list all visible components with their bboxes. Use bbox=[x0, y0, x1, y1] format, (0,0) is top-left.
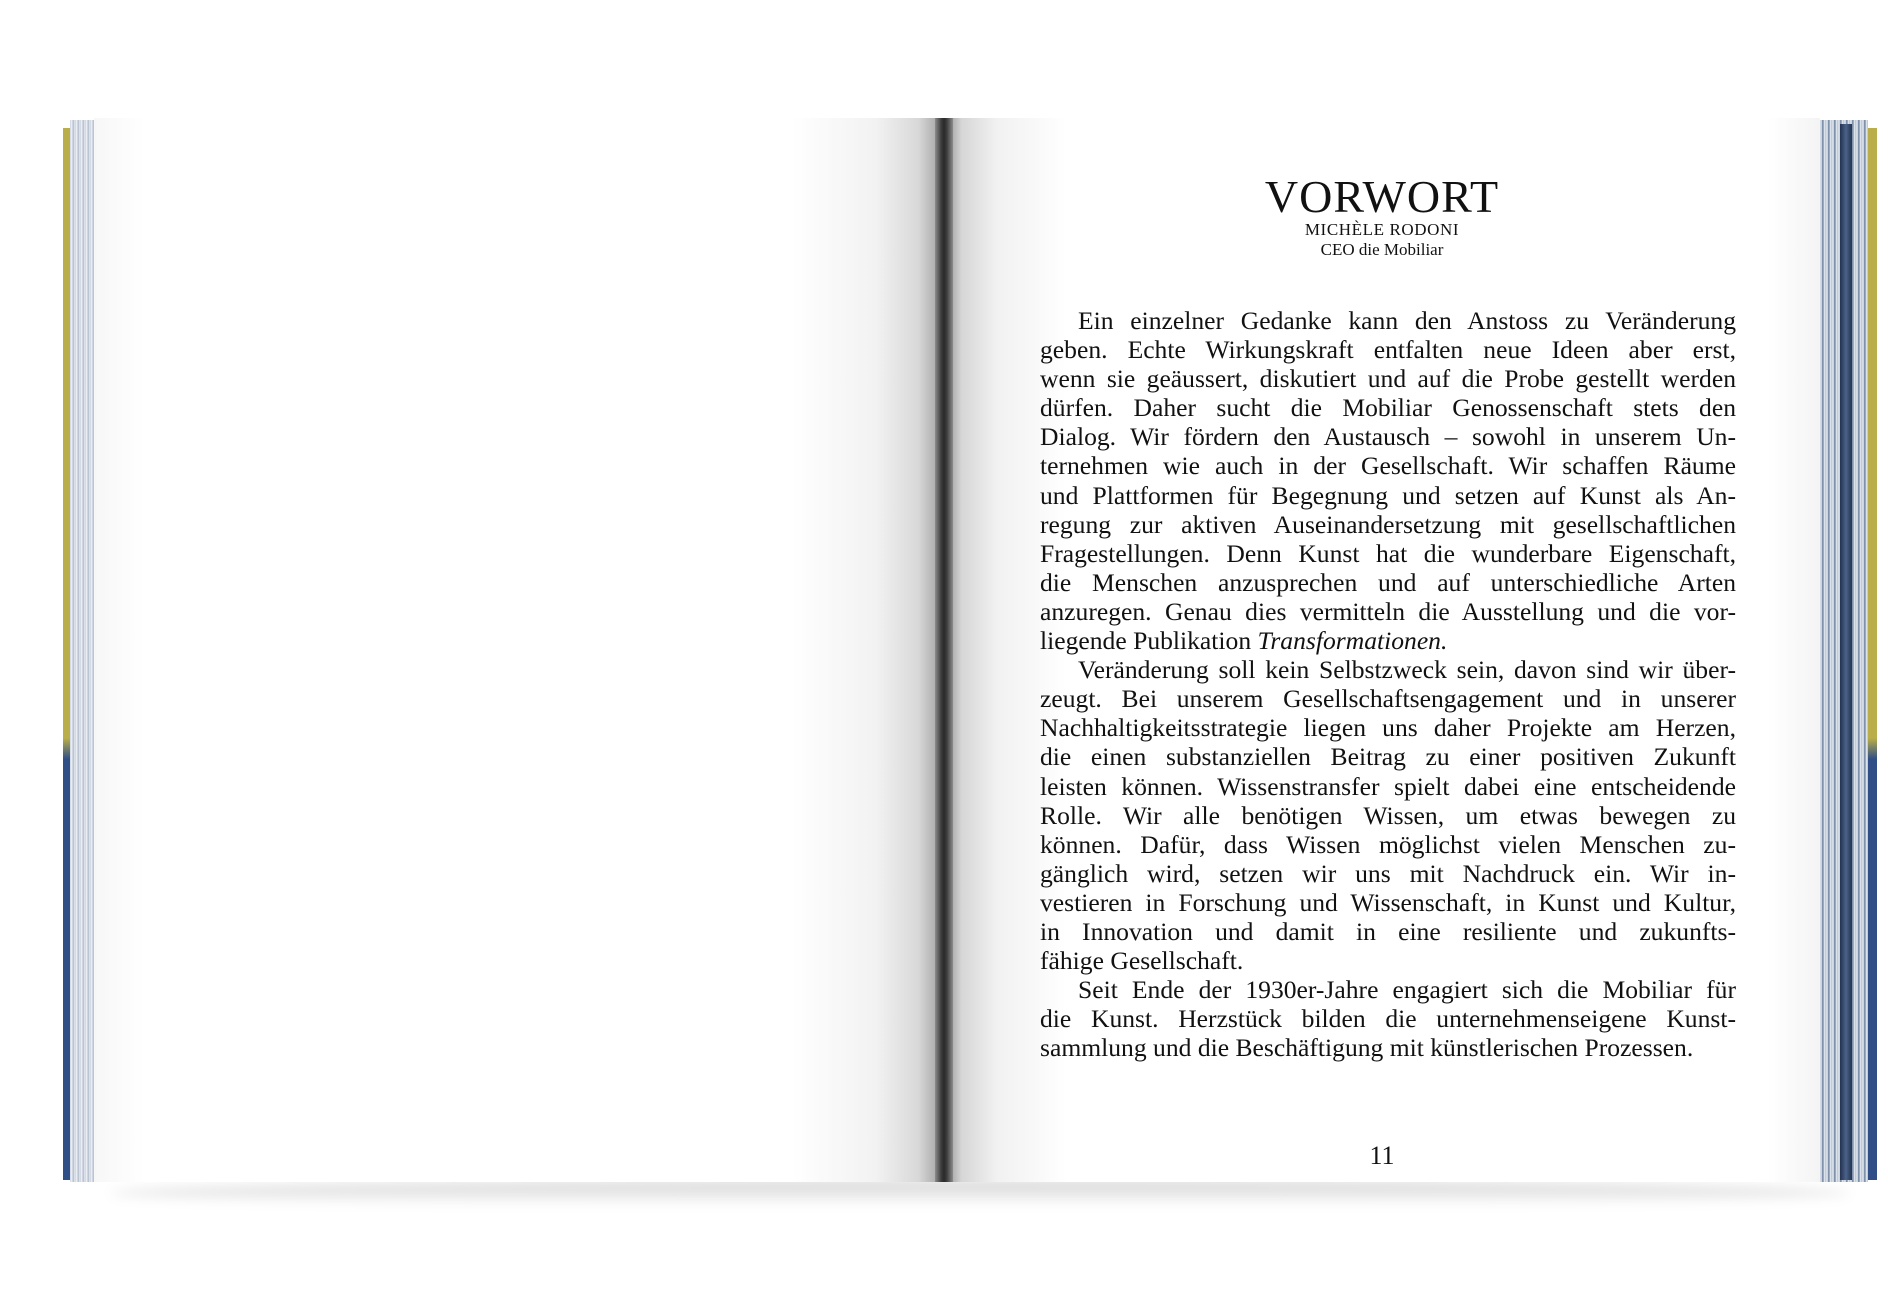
text-line: regung zur aktiven Auseinandersetzung mit gesellschaftlichen bbox=[1040, 509, 1736, 539]
author-name: MICHÈLE RODONI bbox=[1304, 220, 1460, 239]
text-line: geben. Echte Wirkungskraft entfalten neue Ideen aber erst, bbox=[1040, 335, 1736, 365]
text-line: Ein einzelner Gedanke kann den Anstoss zu Veränderung bbox=[1078, 306, 1736, 335]
author-role: CEO die Mobiliar bbox=[1320, 240, 1444, 259]
foreword-body-text bbox=[1040, 306, 1736, 1062]
left-page-blank bbox=[94, 118, 944, 1182]
text-line: die einen substanziellen Beitrag zu einer positiven Zukunft bbox=[1040, 742, 1736, 772]
page-number: 11 bbox=[1369, 1141, 1395, 1170]
text-line: dürfen. Daher sucht die Mobiliar Genossenschaft stets den bbox=[1040, 393, 1736, 423]
text-line: zeugt. Bei unserem Gesellschaftsengagement und in unserer bbox=[1040, 684, 1736, 714]
text-line: wenn sie geäussert, diskutiert und auf die Probe gestellt werden bbox=[1040, 364, 1736, 394]
page-edges-left bbox=[70, 120, 96, 1182]
text-line: die Menschen anzusprechen und auf unterschiedliche Arten bbox=[1040, 567, 1736, 597]
text-line: ternehmen wie auch in der Gesellschaft. Wir schaffen Räume bbox=[1040, 451, 1736, 481]
text-line: leisten können. Wissenstransfer spielt dabei eine entscheidende bbox=[1040, 771, 1736, 801]
text-line: Seit Ende der 1930er-Jahre engagiert sich die Mobiliar für bbox=[1078, 975, 1736, 1005]
publication-title: Transformationen. bbox=[1257, 626, 1448, 656]
text-line: Rolle. Wir alle benötigen Wissen, um etwas bewegen zu bbox=[1040, 800, 1736, 830]
text-line: vestieren in Forschung und Wissenschaft, in Kunst und Kultur, bbox=[1040, 887, 1736, 917]
text-line: Dialog. Wir fördern den Austausch – sowohl in unserem Un- bbox=[1040, 422, 1736, 452]
text-line: Fragestellungen. Denn Kunst hat die wunderbare Eigenschaft, bbox=[1040, 538, 1736, 568]
page-edges-right-dark bbox=[1840, 124, 1852, 1180]
text-line: fähige Gesellschaft. bbox=[1040, 946, 1244, 976]
book-shadow bbox=[110, 1180, 1850, 1206]
text-line: Nachhaltigkeitsstrategie liegen uns daher Projekte am Herzen, bbox=[1040, 713, 1736, 743]
book-gutter bbox=[935, 118, 953, 1182]
text-line: Veränderung soll kein Selbstzweck sein, davon sind wir über- bbox=[1078, 655, 1736, 685]
text-line: und Plattformen für Begegnung und setzen auf Kunst als An- bbox=[1040, 480, 1736, 510]
text-line: gänglich wird, setzen wir uns mit Nachdruck ein. Wir in- bbox=[1040, 858, 1736, 888]
chapter-title: VORWORT bbox=[1264, 171, 1500, 222]
text-line: sammlung und die Beschäftigung mit künstlerischen Prozessen. bbox=[1040, 1033, 1694, 1063]
text-line: können. Dafür, dass Wissen möglichst vielen Menschen zu- bbox=[1040, 829, 1736, 859]
text-line: anzuregen. Genau dies vermitteln die Ausstellung und die vor- bbox=[1040, 596, 1736, 626]
text-line: liegende Publikation Transformationen. bbox=[1040, 626, 1448, 656]
text-line: die Kunst. Herzstück bilden die unternehmenseigene Kunst- bbox=[1040, 1004, 1736, 1034]
text-line: in Innovation und damit in eine resiliente und zukunfts- bbox=[1040, 916, 1736, 946]
